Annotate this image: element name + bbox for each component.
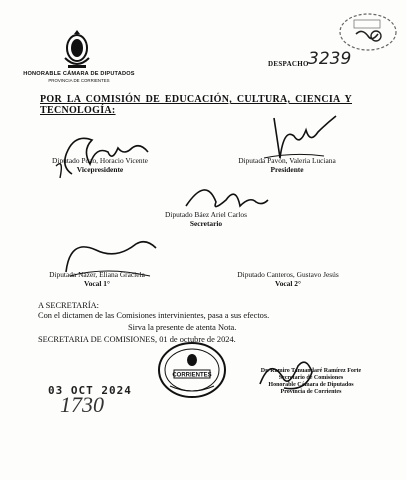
addressee: A SECRETARÍA: bbox=[38, 301, 99, 310]
signatory-presidente bbox=[222, 156, 352, 174]
despacho-number: 3239 bbox=[308, 49, 352, 69]
signatory-name: Diputada Nazer, Eliana Graciela bbox=[49, 270, 145, 279]
despacho-label: DESPACHO bbox=[268, 60, 309, 68]
signature-pozo bbox=[52, 124, 162, 184]
signatory-name: Diputada Pavón, Valeria Luciana bbox=[238, 156, 336, 165]
signatory-role: Vocal 2° bbox=[275, 279, 301, 288]
body-line-2: Sirva la presente de atenta Nota. bbox=[128, 323, 237, 332]
signatory-vocal-2 bbox=[228, 270, 348, 288]
receipt-date-stamp: 03 OCT 2024 bbox=[48, 384, 132, 397]
signatory-role: Vicepresidente bbox=[76, 165, 124, 174]
organization-province: PROVINCIA DE CORRIENTES bbox=[48, 78, 110, 83]
signatory-name: Diputado Canteros, Gustavo Jesús bbox=[237, 270, 339, 279]
signatory-vicepresidente bbox=[40, 156, 160, 174]
signatory-role: Presidente bbox=[270, 165, 304, 174]
secretary-block bbox=[256, 368, 366, 396]
organization-header bbox=[18, 71, 140, 83]
signatory-role: Secretario bbox=[189, 219, 223, 228]
coat-of-arms-icon bbox=[60, 28, 94, 70]
signatory-secretario bbox=[142, 210, 270, 228]
secretary-name: Dr. Ramiro Tanuandaré Ramírez Forte bbox=[260, 368, 362, 374]
secretary-province: Provincia de Corrientes bbox=[280, 389, 342, 395]
secretary-org: Honorable Cámara de Diputados bbox=[268, 382, 354, 388]
receipt-time-handwritten: 1730 bbox=[60, 392, 104, 417]
body-line-1: Con el dictamen de las Comisiones intervinientes, pasa a sus efectos. bbox=[38, 311, 270, 320]
signatory-vocal-1 bbox=[38, 270, 156, 288]
received-stamp-icon bbox=[332, 6, 400, 54]
signatory-name: Diputado Pozo, Horacio Vicente bbox=[52, 156, 148, 165]
signatory-name: Diputado Báez Ariel Carlos bbox=[165, 210, 247, 219]
official-seal-icon bbox=[156, 340, 228, 400]
organization-name: HONORABLE CÁMARA DE DIPUTADOS bbox=[23, 71, 135, 77]
signatory-role: Vocal 1° bbox=[84, 279, 110, 288]
secretary-title: Secretario de Comisiones bbox=[278, 375, 344, 381]
body-line-3: SECRETARIA DE COMISIONES, 01 de octubre de 2024. bbox=[38, 335, 236, 344]
commission-title: POR LA COMISIÓN DE EDUCACIÓN, CULTURA, CIENCIA Y TECNOLOGÍA: bbox=[40, 94, 352, 116]
seal-city: CORRIENTES bbox=[172, 372, 212, 379]
